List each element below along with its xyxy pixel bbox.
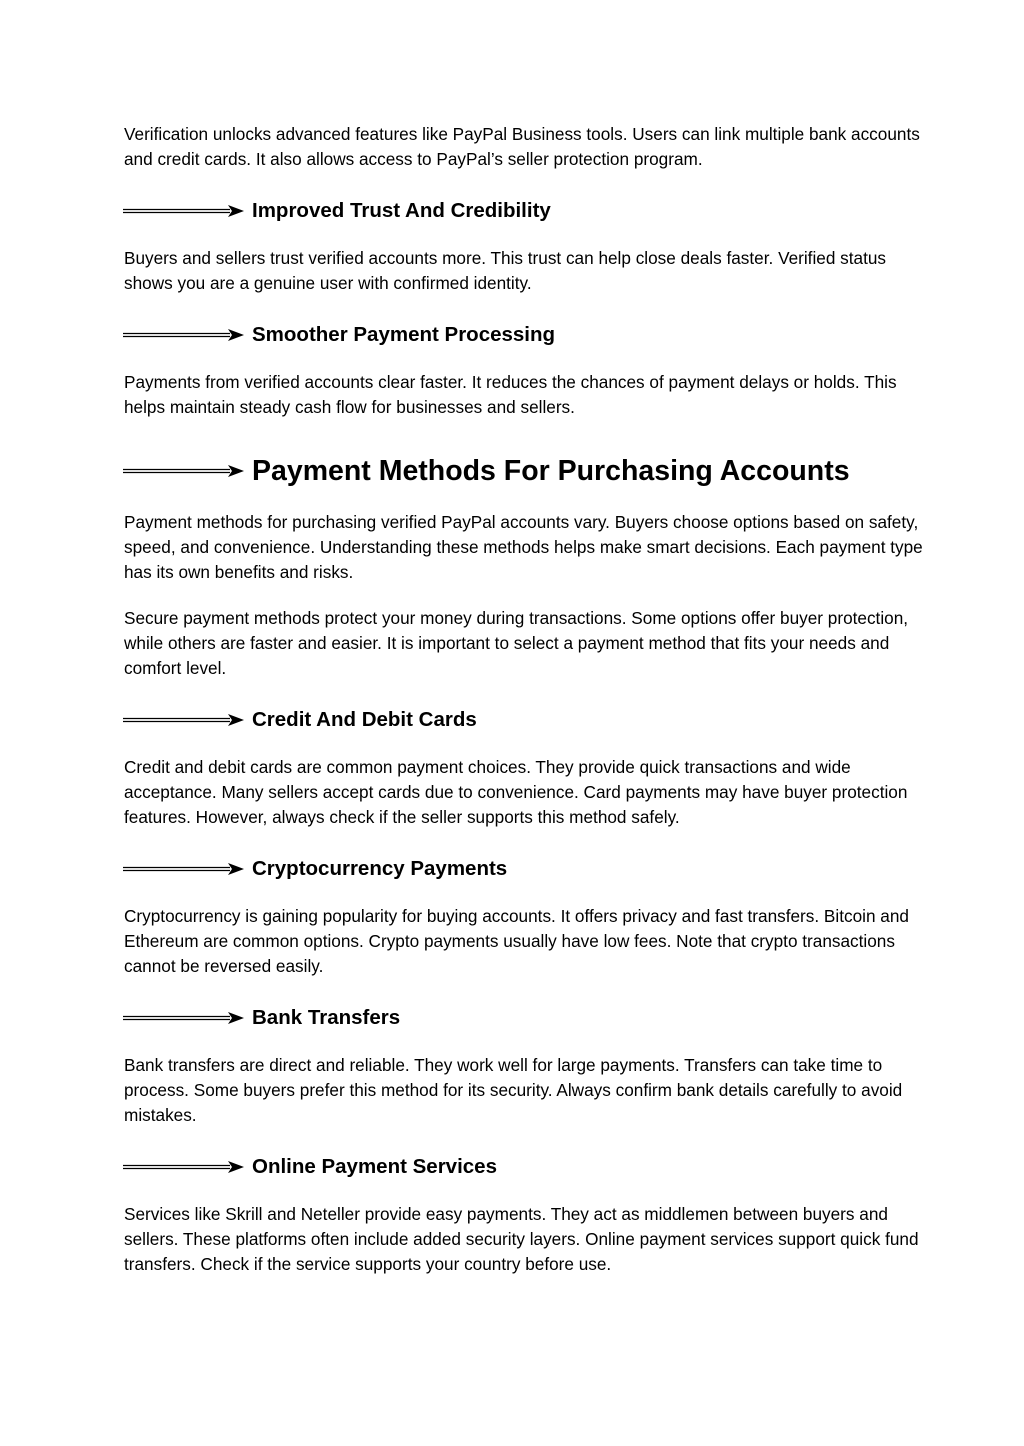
paragraph-improved-trust: Buyers and sellers trust verified accounts more. This trust can help close deals faster. Verified status shows you are a genuine user with confirmed identity. <box>124 248 887 293</box>
paragraph-online-payment: Services like Skrill and Neteller provide easy payments. They act as middlemen between buyers and sellers. These platforms often include added security layers. Online payment services support quick fund transfers. Check if the service supports your country before use. <box>124 1204 919 1274</box>
double-line-arrow-icon <box>122 463 246 479</box>
paragraph-smoother-payment: Payments from verified accounts clear faster. It reduces the chances of payment delays or holds. This helps maintain steady cash flow for businesses and sellers. <box>124 372 897 417</box>
intro-paragraph: Verification unlocks advanced features like PayPal Business tools. Users can link multiple bank accounts and credit cards. It also allows access to PayPal’s seller protection program. <box>124 124 920 169</box>
heading-text: Smoother Payment Processing <box>252 323 556 346</box>
paragraph-cryptocurrency: Cryptocurrency is gaining popularity for buying accounts. It offers privacy and fast transfers. Bitcoin and Ethereum are common options. Crypto payments usually have low fees. Note that crypto transactions cannot be reversed easily. <box>124 906 909 976</box>
double-line-arrow-icon <box>122 203 246 219</box>
heading-bank-transfers <box>122 1004 400 1032</box>
heading-payment-methods <box>122 452 850 490</box>
heading-credit-debit <box>122 706 477 734</box>
heading-text: Cryptocurrency Payments <box>252 857 508 880</box>
heading-improved-trust <box>122 197 551 225</box>
double-line-arrow-icon <box>122 1010 246 1026</box>
paragraph-credit-debit: Credit and debit cards are common payment choices. They provide quick transactions and wide acceptance. Many sellers accept cards due to convenience. Card payments may have buyer protection features. However, always check if the seller supports this method safely. <box>124 757 908 827</box>
double-line-arrow-icon <box>122 712 246 728</box>
paragraph-payment-methods-2: Secure payment methods protect your money during transactions. Some options offer buyer protection, while others are faster and easier. It is important to select a payment method that fits your needs and comfort level. <box>124 608 909 678</box>
double-line-arrow-icon <box>122 861 246 877</box>
heading-online-payment <box>122 1153 497 1181</box>
heading-text: Payment Methods For Purchasing Accounts <box>252 454 850 487</box>
heading-text: Credit And Debit Cards <box>252 708 477 731</box>
paragraph-bank-transfers: Bank transfers are direct and reliable. They work well for large payments. Transfers can take time to process. Some buyers prefer this method for its security. Always confirm bank details carefully to avoid mistakes. <box>124 1055 903 1125</box>
heading-text: Online Payment Services <box>252 1155 497 1178</box>
double-line-arrow-icon <box>122 327 246 343</box>
heading-cryptocurrency <box>122 855 507 883</box>
heading-smoother-payment <box>122 321 555 349</box>
heading-text: Bank Transfers <box>252 1006 401 1029</box>
double-line-arrow-icon <box>122 1159 246 1175</box>
heading-text: Improved Trust And Credibility <box>252 199 551 222</box>
paragraph-payment-methods-1: Payment methods for purchasing verified PayPal accounts vary. Buyers choose options based on safety, speed, and convenience. Understanding these methods helps make smart decisions. Each payment type has its own benefits and risks. <box>124 512 923 582</box>
